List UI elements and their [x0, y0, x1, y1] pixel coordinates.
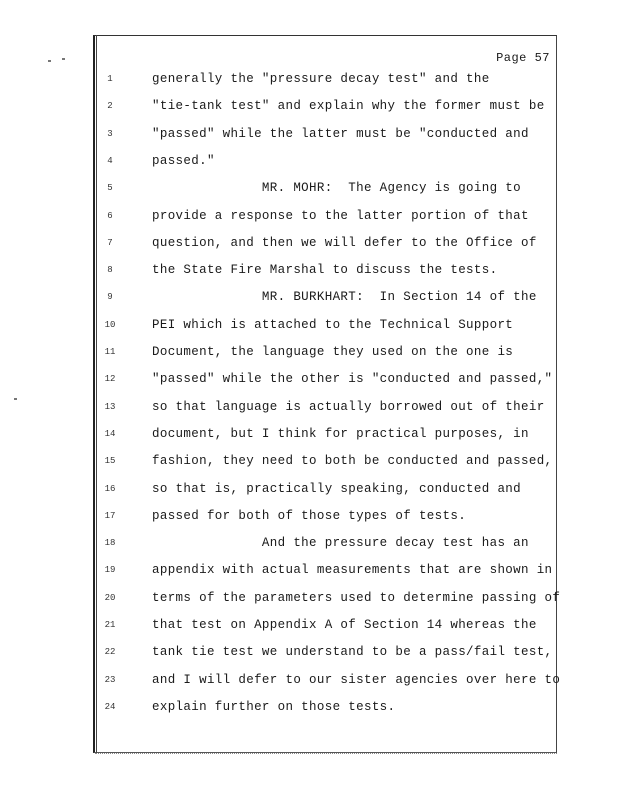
- line-text: passed.": [152, 153, 215, 168]
- bottom-rule: [95, 753, 557, 755]
- transcript-line: [0, 372, 618, 392]
- line-number: 20: [104, 592, 116, 603]
- line-text: passed for both of those types of tests.: [152, 508, 467, 523]
- line-text: provide a response to the latter portion of that: [152, 208, 529, 223]
- line-number: 12: [104, 374, 116, 385]
- line-text: and I will defer to our sister agencies over here to: [152, 672, 561, 687]
- line-text: so that is, practically speaking, conducted and: [152, 481, 522, 496]
- line-number: 16: [104, 483, 116, 494]
- line-text: tank tie test we understand to be a pass/fail test,: [152, 645, 553, 660]
- transcript-line: [0, 99, 618, 119]
- transcript-line: [0, 209, 618, 229]
- line-number: 2: [107, 101, 113, 112]
- transcript-line: [0, 618, 618, 638]
- line-text: "passed" while the other is "conducted and passed,": [152, 372, 553, 387]
- line-number: 22: [104, 647, 116, 658]
- transcript-line: [0, 673, 618, 693]
- line-number: 24: [104, 701, 116, 712]
- line-number: 9: [107, 292, 113, 303]
- transcript-line: [0, 645, 618, 665]
- line-text: And the pressure decay test has an: [152, 536, 529, 551]
- transcript-line: [0, 536, 618, 556]
- line-text: document, but I think for practical purposes, in: [152, 426, 529, 441]
- line-number: 5: [107, 183, 113, 194]
- line-number: 6: [107, 210, 113, 221]
- scan-speck: [48, 60, 51, 62]
- line-number: 23: [104, 674, 116, 685]
- line-text: appendix with actual measurements that are shown in: [152, 563, 553, 578]
- line-number: 14: [104, 428, 116, 439]
- transcript-line: [0, 127, 618, 147]
- line-text: terms of the parameters used to determine passing of: [152, 590, 561, 605]
- transcript-line: [0, 591, 618, 611]
- line-text: Document, the language they used on the one is: [152, 345, 514, 359]
- transcript-line: [0, 318, 618, 338]
- line-number: 10: [104, 319, 116, 330]
- line-text: fashion, they need to both be conducted and passed,: [152, 454, 553, 469]
- line-number: 21: [104, 620, 116, 630]
- line-number: 1: [107, 74, 113, 84]
- line-number: 19: [104, 565, 116, 576]
- scan-speck: [14, 398, 17, 400]
- transcript-line: [0, 482, 618, 502]
- transcript-line: [0, 700, 618, 720]
- line-text: explain further on those tests.: [152, 699, 396, 714]
- transcript-line: [0, 154, 618, 174]
- line-number: 7: [107, 237, 113, 248]
- transcript-line: [0, 400, 618, 420]
- line-text: question, and then we will defer to the Office of: [152, 235, 537, 250]
- line-number: 13: [104, 401, 116, 412]
- line-text: "passed" while the latter must be "conducted and: [152, 126, 529, 141]
- scan-speck: [62, 58, 65, 60]
- line-text: "tie-tank test" and explain why the former must be: [152, 99, 545, 114]
- transcript-line: [0, 345, 618, 365]
- line-number: 18: [104, 538, 116, 549]
- transcript-line: [0, 72, 618, 92]
- line-number: 4: [107, 155, 113, 166]
- line-text: that test on Appendix A of Section 14 whereas the: [152, 618, 537, 632]
- transcript-line: [0, 427, 618, 447]
- line-number: 3: [107, 128, 113, 139]
- line-text: MR. BURKHART: In Section 14 of the: [152, 290, 537, 305]
- transcript-line: [0, 454, 618, 474]
- transcript-line: [0, 181, 618, 201]
- line-number: 15: [104, 456, 116, 467]
- line-text: generally the "pressure decay test" and the: [152, 72, 490, 86]
- transcript-line: [0, 509, 618, 529]
- line-text: PEI which is attached to the Technical Support: [152, 317, 514, 332]
- line-number: 17: [104, 510, 116, 521]
- line-number: 8: [107, 265, 113, 276]
- line-text: the State Fire Marshal to discuss the tests.: [152, 263, 498, 278]
- transcript-line: [0, 263, 618, 283]
- transcript-line: [0, 290, 618, 310]
- transcript-line: [0, 563, 618, 583]
- line-text: so that language is actually borrowed out of their: [152, 399, 545, 414]
- line-text: MR. MOHR: The Agency is going to: [152, 181, 522, 196]
- line-number: 11: [104, 347, 116, 357]
- page-number: Page 57: [496, 51, 550, 65]
- transcript-line: [0, 236, 618, 256]
